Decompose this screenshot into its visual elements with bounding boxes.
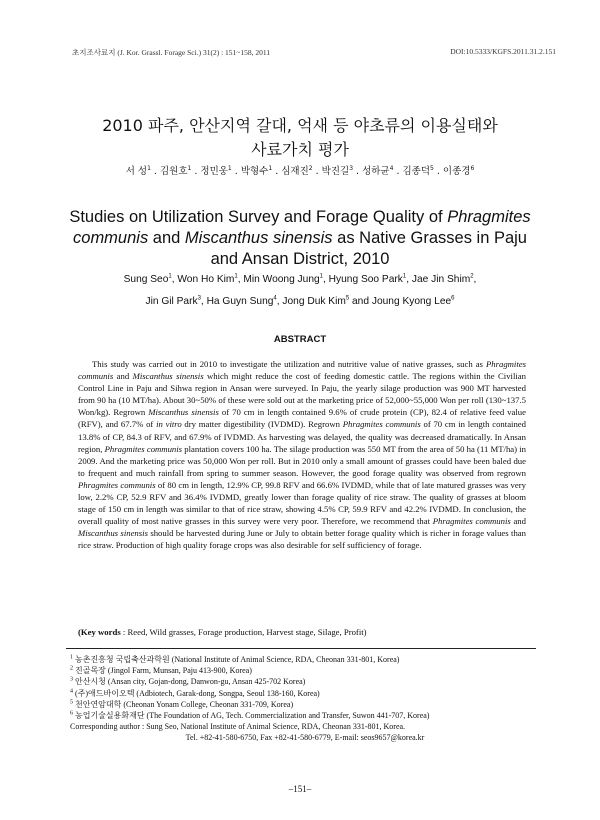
corresponding-author: Corresponding author : Sung Seo, National Institute of Animal Science, RDA, Cheonan 331-801, Korea. [70, 722, 406, 732]
abstract-text: and [510, 516, 526, 527]
author-name: Joung Kyong Lee [371, 296, 452, 307]
korean-author-list: 서 성$^1$ . 김원호$^1$ . 정민웅$^1$ . 박형수$^1$ . 심재진$^2$ . 박진길$^3$ . 성하균$^4$ . 김종덕$^5$ . 이종경$^6$ [125, 164, 475, 177]
keywords-text: : Reed, Wild grasses, Forage production, Harvest stage, Silage, Profit) [120, 627, 367, 637]
english-title [40, 207, 560, 270]
affiliation-mark: 4 [389, 164, 394, 172]
species-name: Miscanthus sinensis [78, 528, 148, 539]
species-name: Phragmites communis [342, 419, 421, 430]
abstract-text: This study was carried out in 2010 to investigate the utilization and nutritive value of native grasses, such as [92, 359, 486, 369]
affiliation-footnote [70, 688, 540, 699]
affiliation-footnote [70, 654, 540, 665]
affiliation-footnote [70, 665, 540, 676]
author-name: 성하균 [362, 166, 390, 177]
affiliation-text: (주)애드바이오텍 (Adbiotech, Garak-dong, Songpa, Seoul 138-160, Korea) [73, 688, 320, 698]
keywords [78, 627, 526, 637]
affiliation-mark: 3 [349, 164, 354, 172]
english-title-part: and [148, 229, 185, 247]
author-name: Ha Guyn Sung [206, 296, 274, 307]
author-name: Min Woong Jung [243, 274, 320, 285]
affiliation-mark: 4 [273, 295, 277, 302]
affiliation-footnote [70, 699, 540, 710]
author-name: Jae Jin Shim [411, 274, 471, 285]
author-name: Hyung Soo Park [328, 274, 403, 285]
affiliation-text: 안산시청 (Ansan city, Gojan-dong, Danwon-gu, Ansan 425-702 Korea) [73, 677, 306, 687]
affiliation-text: 농업기술실용화재단 (The Foundation of AG, Tech. Commercialization and Transfer, Suwon 441-707, Korea) [73, 711, 430, 721]
keywords-label: (Key words [78, 627, 121, 637]
author-name: 박형수 [240, 166, 269, 177]
author-name: Won Ho Kim [177, 274, 235, 285]
species-name: Miscanthus sinensis [148, 407, 219, 418]
abstract-text: of 70 cm in length contained 13.8% of CP, 84.3 of RFV, and 67.9% of IVDMD. As harvesting was delayed, the quality was decreased dramatically. In Ansan region, [78, 419, 527, 454]
page-number: –151– [288, 784, 312, 794]
affiliation-text: 농촌진흥청 국립축산과학원 (National Institute of Animal Science, RDA, Cheonan 331-801, Korea) [73, 655, 400, 664]
author-name: 서 성 [125, 166, 148, 177]
species-name: Miscanthus sinensis [132, 371, 204, 382]
korean-title [0, 114, 600, 162]
abstract-text: of 80 cm in length, 12.9% CP, 99.8 RFV and 66.6% IVDMD, while that of late matured grasses was very low, 2.2% CP, 52.9 RFV and 36.4% IVDMD, greatly lower than forage quality of rice straw. The quality of grasses at bloom stage of 150 cm in length was similar to that of rice straw, showing 4.5% CP, 59.9 RFV and 42.2% IVDMD. In conclusion, the overall quality of most native grasses in this survey were very poor. Therefore, we recommend that [78, 479, 526, 527]
affiliation-text: 천안연암대학 (Cheonan Yonam College, Cheonan 331-709, Korea) [73, 699, 294, 709]
footnotes [70, 654, 540, 744]
affiliation-mark: 3 [70, 676, 73, 683]
english-title-part: as Native Grasses in Paju [332, 229, 527, 247]
running-header [72, 47, 556, 59]
species-name: Phragmites communis [78, 359, 526, 382]
journal-citation: 초지조사료지 (J. Kor. Grassl. Forage Sci.) 31(2) : 151~158, 2011 [72, 48, 271, 57]
affiliation-mark: 1 [70, 654, 73, 661]
affiliation-mark: 5 [430, 164, 434, 172]
affiliation-mark: 2 [470, 273, 474, 280]
species-name: Phragmites communis [78, 479, 156, 490]
affiliation-text: 진골목장 (Jingol Farm, Munsan, Paju 413-900, Korea) [73, 666, 252, 676]
affiliation-mark: 1 [168, 273, 172, 280]
korean-title-line-1: 2010 파주, 안산지역 갈대, 억새 등 야초류의 이용실태와 [102, 116, 498, 135]
affiliation-mark: 6 [70, 710, 73, 717]
abstract-body [78, 358, 526, 552]
english-title-species: Miscanthus sinensis [184, 229, 333, 247]
abstract-text: of 70 cm in length contained 9.6% of crude protein (CP), 82.4 of relative feed value (RFV), and 67.7% of [78, 407, 526, 430]
affiliation-mark: 4 [70, 687, 73, 694]
affiliation-mark: 1 [147, 164, 151, 172]
affiliation-mark: 5 [70, 699, 73, 706]
affiliation-mark: 3 [197, 295, 201, 302]
affiliation-mark: 1 [227, 164, 232, 172]
affiliation-mark: 1 [268, 164, 273, 172]
author-name: 이종경 [442, 166, 471, 177]
author-name: 박진길 [321, 166, 350, 177]
english-title-species: communis [73, 229, 149, 247]
english-author-list: Sung Seo$^1$, Won Ho Kim$^1$, Min Woong Jung$^1$, Hyung Soo Park$^1$, Jae Jin Shim$^2$, Jin Gil Park$^3$, Ha Guyn Sung$^4$, Jong Duk Kim$^5$ and Joung Kyong Lee$^6$ [123, 273, 477, 307]
contact-info: Tel. +82-41-580-6750, Fax +82-41-580-6779, E-mail: seos9657@korea.kr [185, 733, 425, 743]
korean-title-line-2: 사료가치 평가 [251, 140, 349, 159]
abstract-text: dry matter digestibility (IVDMD). Regrown [181, 419, 343, 430]
abstract-text: plantation covers 100 ha. The silage production was 550 MT from the area of 50 ha (11 MT/ha) in 2009. And the marketing price was 50,000 Won per roll. But in 2010 only a small amount of grasses could have been baled due to frequent and much rainfall from spring to summer season. However, the good forage quality was observed from regrown [78, 443, 527, 478]
affiliation-footnote [70, 710, 540, 721]
english-title-species: Phragmites [447, 208, 531, 226]
abstract-heading: ABSTRACT [273, 334, 327, 345]
affiliation-mark: 1 [402, 273, 407, 280]
affiliation-mark: 1 [234, 273, 238, 280]
species-name: Phragmites communis [432, 516, 511, 527]
affiliation-mark: 6 [451, 295, 455, 302]
abstract-text: which might reduce the cost of feeding domestic cattle. The regions within the Civilian Control Line in Paju and Sihwa region in Ansan were surveyed. In Paju, the yearly silage production was 900 MT harvested from 90 ha (10 MT/ha). About 30~50% of these were sold out at the marketing price of 52,000~55,000 Won per roll (130~137.5 Won/kg). Regrown [78, 371, 526, 418]
author-name: 김원호 [159, 166, 188, 177]
author-name: 심재진 [281, 166, 309, 177]
author-name: 김종덕 [402, 166, 431, 177]
affiliation-list [70, 654, 540, 721]
affiliation-mark: 2 [308, 164, 313, 172]
affiliation-mark: 1 [319, 273, 323, 280]
doi: DOI:10.5333/KGFS.2011.31.2.151 [450, 47, 556, 56]
species-name: in vitro [156, 419, 182, 430]
author-name: Sung Seo [123, 274, 169, 285]
author-name: Jin Gil Park [145, 296, 198, 307]
english-title-part: and Ansan District, 2010 [210, 250, 390, 268]
species-name: Phragmites communis [104, 443, 183, 454]
author-name: 정민웅 [200, 166, 228, 177]
abstract-text: should be harvested during June or July to obtain better forage quality which is richer in forage values than rice straw. Production of high quality forage crops was also desirable for self sufficiency of forage. [78, 528, 526, 551]
english-title-part: Studies on Utilization Survey and Forage Quality of [69, 208, 448, 226]
footnote-divider [66, 648, 536, 649]
affiliation-mark: 1 [187, 164, 192, 172]
author-name: Jong Duk Kim [282, 296, 346, 307]
affiliation-footnote [70, 676, 540, 687]
affiliation-mark: 5 [345, 295, 350, 302]
affiliation-mark: 2 [70, 665, 73, 672]
abstract-text: and [113, 371, 133, 382]
affiliation-mark: 6 [470, 164, 475, 172]
